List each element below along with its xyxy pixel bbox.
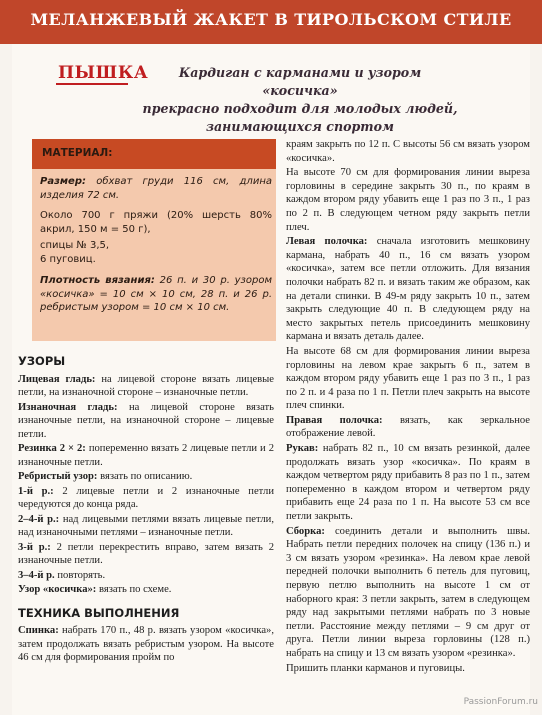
materials-header <box>32 139 276 169</box>
pattern-item: 3–4-й р. повторять. <box>18 569 106 581</box>
back-paragraph: Спинка: набрать 170 п., 48 р. вязать узором «косичка», затем продолжать вязать ребристым узором. На высоте 46 см для формирования пройм по <box>18 625 274 663</box>
size-text: обхват груди 116 см, длина изделия 72 см. <box>40 176 272 201</box>
page-title: МЕЛАНЖЕВЫЙ ЖАКЕТ В ТИРОЛЬСКОМ СТИЛЕ <box>30 10 512 29</box>
neckline-back: На высоте 70 см для формирования линии выреза горловины в середине закрыть 30 п., по краям в каждом втором ряду убавить еще 1 раз по 3 п., 1 раз по 2 п. В следующем четном ряду закрыть петли плеч. <box>286 167 530 233</box>
size-line <box>40 175 272 202</box>
intro-text <box>140 64 460 136</box>
technique-heading: ТЕХНИКА ВЫПОЛНЕНИЯ <box>18 605 180 620</box>
materials-box <box>32 169 276 341</box>
logo-underline <box>56 83 128 85</box>
pattern-item: Узор «косичка»: вязать по схеме. <box>18 584 172 595</box>
right-front-paragraph: Правая полочка: вязать, как зеркальное отображение левой. <box>286 414 530 440</box>
sleeve-paragraph: Рукав: набрать 82 п., 10 см вязать резинкой, далее продолжать вязать узор «косичка». По краям в каждом четвертом ряду прибавить 8 раз по 1 п., затем попеременно в каждом втором и четвертом ряду прибавить еще 24 раза по 1 п. На высоте 53 см все петли закрыть. <box>286 443 530 523</box>
right-column <box>286 138 530 676</box>
left-column <box>18 352 274 666</box>
left-front-paragraph: Левая полочка: сначала изготовить мешковину кармана, набрать 40 п., 16 см вязать узором «косичка», затем все петли отложить. Для вязания полочки набрать 82 п. и вязать таким же образом, как на детали спинки. В 49-м ряду закрыть 10 п., затем закрыть следующие 40 п. В следующем ряду на место закрытых петель присоединить мешковину кармана и вязать деталь далее. <box>286 236 530 343</box>
pattern-item: 1-й р.: 2 лицевые петли и 2 изнаночные петли чередуются до конца ряда. <box>18 485 274 510</box>
neckline-front: На высоте 68 см для формирования линии выреза горловины на левом крае закрыть 6 п., затем в каждом втором ряду убавить еще 1 раз по 3 п., 1 раз по 2 п. и 4 раза по 1 п. Петли плеч закрыть на высоте плеч спинки. <box>286 345 530 412</box>
buttons-line: 6 пуговиц. <box>40 254 96 265</box>
pattern-item: Ребристый узор: вязать по описанию. <box>18 471 193 482</box>
brand-logo: ПЫШКА <box>58 63 149 83</box>
yarn-line: Около 700 г пряжи (20% шерсть 80% акрил, 150 м = 50 г), <box>40 210 272 235</box>
intro-line-1: Кардиган с карманами и узором «косичка» <box>178 65 422 98</box>
intro-line-2: прекрасно подходит для молодых людей, <box>142 101 458 116</box>
size-label: Размер: <box>40 176 87 187</box>
needles-line: спицы № 3,5, <box>40 240 110 251</box>
pattern-item: 2–4-й р.: над лицевыми петлями вязать лицевые петли, над изнаночными петлями – изнаночные петли. <box>18 513 274 538</box>
pattern-item: 3-й р.: 2 петли перекрестить вправо, затем вязать 2 изнаночные петли. <box>18 541 274 566</box>
density-text: 26 п. и 30 р. узором «косичка» = 10 см × 10 см, 28 п. и 26 р. ребристым узором = 10 см × 10 см. <box>40 275 272 313</box>
pattern-item: Резинка 2 × 2: попеременно вязать 2 лицевые петли и 2 изнаночные петли. <box>18 443 274 468</box>
intro-line-3: занимающихся спортом <box>205 119 395 134</box>
materials-heading: МАТЕРИАЛ: <box>42 147 113 159</box>
pattern-item: Лицевая гладь: на лицевой стороне вязать лицевые петли, на изнаночной стороне – изнаночные петли. <box>18 373 274 398</box>
back-continued: краям закрыть по 12 п. С высоты 56 см вязать узором «косичка». <box>286 139 530 164</box>
title-banner <box>0 0 542 44</box>
final-paragraph: Пришить планки карманов и пуговицы. <box>286 662 465 674</box>
density-label: Плотность вязания: <box>40 275 155 286</box>
pattern-item: Изнаночная гладь: на лицевой стороне вязать изнаночные петли, на изнаночной стороне – лицевые петли. <box>18 401 274 440</box>
watermark: PassionForum.ru <box>463 697 538 707</box>
assembly-paragraph: Сборка: соединить детали и выполнить швы. Набрать петли передних полочек на спицу (136 п.) и 3 см вязать узором «резинка». На левом крае левой передней полочки выполнить 6 петель для пуговиц, первую петлю выполнить на высоте 1 см от наборного края: 3 петли закрыть, затем в следующем ряду над закрытыми петлями набрать по 3 новые петли. Расстояние между петлями – 9 см друг от друга. Петли линии выреза горловины (128 п.) набрать на спицу и 13 см вязать узором «резинка». <box>286 525 530 659</box>
patterns-heading: УЗОРЫ <box>18 354 66 368</box>
density-line <box>40 274 272 315</box>
